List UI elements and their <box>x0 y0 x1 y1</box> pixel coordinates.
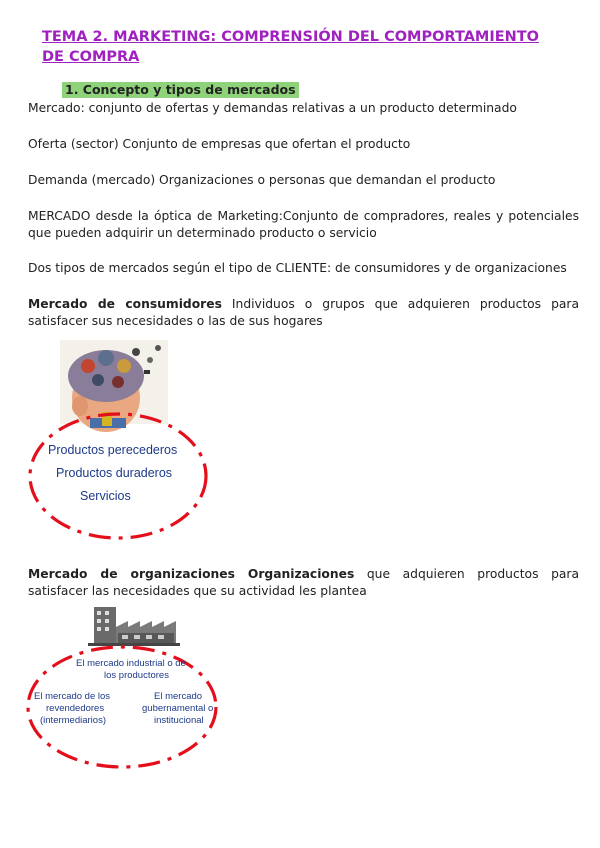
paragraph-mercado: Mercado: conjunto de ofertas y demandas relativas a un producto determinado <box>28 101 517 115</box>
figure-gubernamental-line1: El mercado <box>154 691 203 702</box>
consumer-market-figure <box>26 336 216 546</box>
figure-revendedores-line2: revendedores <box>46 703 105 714</box>
term-organizaciones: Mercado de organizaciones Organizaciones <box>28 567 355 581</box>
definition-consumidores: Individuos o grupos que adquieren productos para satisfacer sus necesidades o las de sus hogares <box>28 297 579 328</box>
paragraph-oferta: Oferta (sector) Conjunto de empresas que ofertan el producto <box>28 137 411 151</box>
paragraph-consumidores <box>28 296 579 330</box>
paragraph-demanda: Demanda (mercado) Organizaciones o personas que demandan el producto <box>28 173 496 187</box>
section-heading: 1. Concepto y tipos de mercados <box>62 82 299 98</box>
figure-item-servicios: Servicios <box>80 489 131 503</box>
paragraph-organizaciones <box>28 566 579 600</box>
figure-revendedores-line1: El mercado de los <box>34 691 111 702</box>
document-title: TEMA 2. MARKETING: COMPRENSIÓN DEL COMPORTAMIENTO DE COMPRA <box>42 29 540 65</box>
figure-item-duraderos: Productos duraderos <box>56 466 173 480</box>
paragraph-tipos: Dos tipos de mercados según el tipo de CLIENTE: de consumidores y de organizaciones <box>28 261 567 275</box>
figure-gubernamental-line2: gubernamental o <box>142 703 214 714</box>
paragraph-marketing: MERCADO desde la óptica de Marketing:Conjunto de compradores, reales y potenciales que pueden adquirir un determinado producto o servicio <box>28 209 579 240</box>
definition-organizaciones: que adquieren productos para satisfacer las necesidades que su actividad les plantea <box>28 567 580 598</box>
organizational-market-figure <box>26 603 226 775</box>
figure-item-perecederos: Productos perecederos <box>48 443 178 457</box>
term-consumidores: Mercado de consumidores <box>28 297 222 311</box>
factory-icon <box>88 607 180 646</box>
figure-revendedores-line3: (intermediarios) <box>40 715 106 726</box>
figure-industrial-line2: los productores <box>104 670 169 681</box>
figure-industrial-line1: El mercado industrial o de <box>76 658 186 669</box>
figure-gubernamental-line3: institucional <box>154 715 204 726</box>
